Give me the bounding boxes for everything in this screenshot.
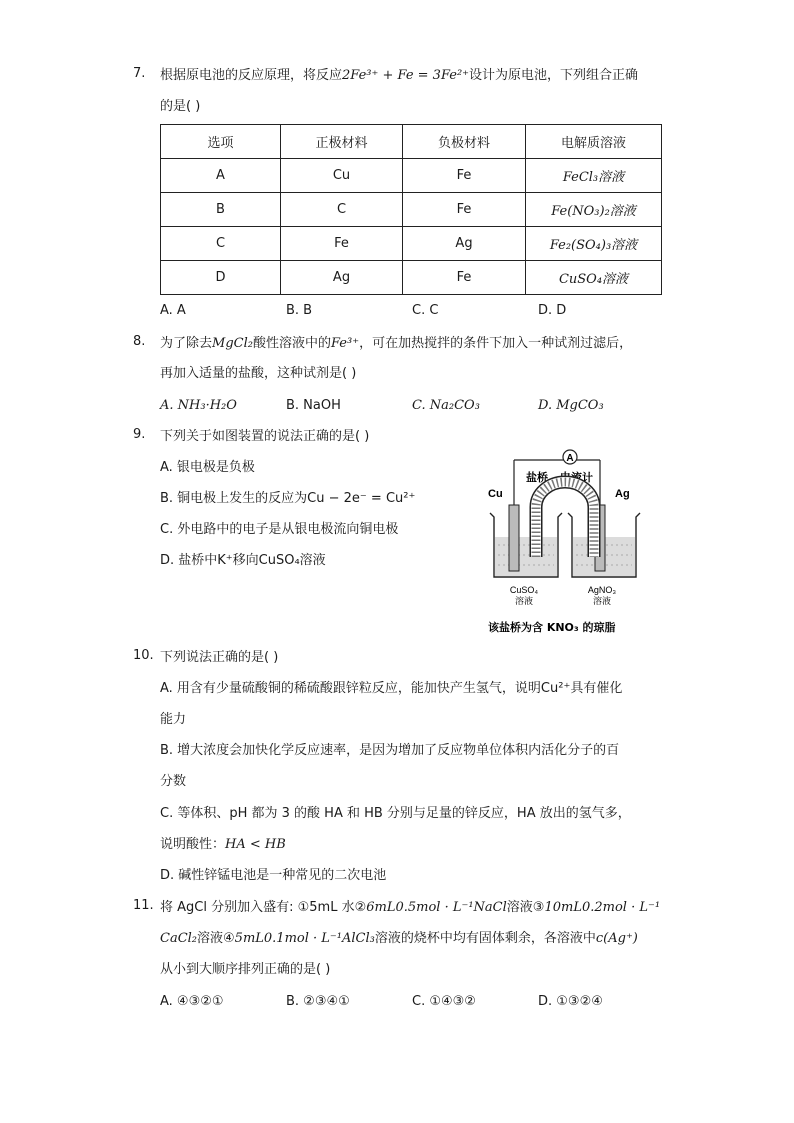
table-header-row bbox=[161, 125, 662, 159]
svg-text:CuSO₄: CuSO₄ bbox=[509, 585, 539, 595]
question-number: 7. bbox=[133, 66, 146, 81]
option-b[interactable]: B. NaOH bbox=[286, 398, 341, 413]
svg-text:Ag: Ag bbox=[615, 488, 630, 500]
table-cell: Fe bbox=[403, 159, 526, 193]
table-cell: Fe bbox=[403, 261, 526, 295]
cuso4-solution bbox=[495, 537, 557, 576]
table-header: 电解质溶液 bbox=[526, 125, 662, 159]
table-cell: CuSO₄溶液 bbox=[526, 261, 662, 295]
table-cell: Cu bbox=[281, 159, 403, 193]
question-stem-line-1: 将 AgCl 分别加入盛有: ①5mL 水②6mL0.5mol · L⁻¹NaCl溶液③10mL0.2mol · L⁻¹ bbox=[160, 900, 661, 915]
svg-text:A: A bbox=[566, 453, 574, 464]
option-d[interactable]: D. 碱性锌锰电池是一种常见的二次电池 bbox=[160, 868, 387, 883]
option-d[interactable]: D. 盐桥中K⁺移向CuSO₄溶液 bbox=[160, 553, 326, 568]
question-stem: 下列说法正确的是( ) bbox=[160, 650, 279, 665]
question-number: 8. bbox=[133, 334, 146, 349]
table-header: 负极材料 bbox=[403, 125, 526, 159]
option-a[interactable]: A. A bbox=[160, 303, 186, 318]
table-cell: B bbox=[161, 193, 281, 227]
table-cell: C bbox=[161, 227, 281, 261]
svg-text:盐桥: 盐桥 bbox=[526, 471, 548, 484]
equation: 2Fe³⁺ + Fe = 3Fe²⁺ bbox=[342, 68, 470, 83]
question-stem-line-3: 从小到大顺序排列正确的是( ) bbox=[160, 962, 331, 977]
table-cell: Fe bbox=[281, 227, 403, 261]
options-table bbox=[160, 124, 662, 295]
question-stem-line-2: 再加入适量的盐酸，这种试剂是( ) bbox=[160, 366, 357, 381]
table-cell: Fe₂(SO₄)₃溶液 bbox=[526, 227, 662, 261]
table-cell: Fe bbox=[403, 193, 526, 227]
table-cell: Ag bbox=[403, 227, 526, 261]
option-b[interactable]: B. ②③④① bbox=[286, 994, 350, 1009]
option-a[interactable]: A. ④③②① bbox=[160, 994, 224, 1009]
table-header: 选项 bbox=[161, 125, 281, 159]
table-cell: Fe(NO₃)₂溶液 bbox=[526, 193, 662, 227]
question-stem-line-2: 的是( ) bbox=[160, 99, 201, 114]
question-stem: 下列关于如图装置的说法正确的是( ) bbox=[160, 429, 370, 444]
table-cell: Ag bbox=[281, 261, 403, 295]
svg-text:溶液: 溶液 bbox=[514, 597, 534, 607]
option-c[interactable]: C. Na₂CO₃ bbox=[412, 398, 480, 413]
table-cell: FeCl₃溶液 bbox=[526, 159, 662, 193]
option-d[interactable]: D. D bbox=[538, 303, 567, 318]
table-cell: A bbox=[161, 159, 281, 193]
option-a[interactable]: A. NH₃·H₂O bbox=[160, 398, 237, 413]
option-c[interactable]: C. 等体积、pH 都为 3 的酸 HA 和 HB 分别与足量的锌反应，HA 放出的氢气多， bbox=[160, 806, 631, 821]
question-number: 11. bbox=[133, 898, 154, 913]
option-c[interactable]: C. ①④③② bbox=[412, 994, 476, 1009]
galvanic-cell-figure bbox=[480, 445, 650, 640]
svg-text:溶液: 溶液 bbox=[592, 597, 612, 607]
option-b[interactable]: B. B bbox=[286, 303, 313, 318]
option-b[interactable]: B. 铜电极上发生的反应为Cu − 2e⁻ = Cu²⁺ bbox=[160, 491, 416, 506]
table-row bbox=[161, 159, 662, 193]
question-stem-line-1: 为了除去MgCl₂酸性溶液中的Fe³⁺，可在加热搅拌的条件下加入一种试剂过滤后， bbox=[160, 336, 633, 351]
figure-caption: 该盐桥为含 KNO₃ 的琼脂 bbox=[488, 621, 616, 634]
table-header: 正极材料 bbox=[281, 125, 403, 159]
svg-text:AgNO₃: AgNO₃ bbox=[587, 585, 617, 595]
table-row bbox=[161, 261, 662, 295]
table-cell: C bbox=[281, 193, 403, 227]
option-d[interactable]: D. MgCO₃ bbox=[538, 398, 604, 413]
table-row bbox=[161, 227, 662, 261]
option-c[interactable]: C. 外电路中的电子是从银电极流向铜电极 bbox=[160, 522, 399, 537]
option-b[interactable]: B. 增大浓度会加快化学反应速率，是因为增加了反应物单位体积内活化分子的百 bbox=[160, 743, 620, 758]
question-number: 10. bbox=[133, 648, 154, 663]
option-b-continued: 分数 bbox=[160, 774, 187, 789]
option-d[interactable]: D. ①③②④ bbox=[538, 994, 603, 1009]
cu-electrode bbox=[509, 505, 519, 571]
table-row bbox=[161, 193, 662, 227]
option-a[interactable]: A. 用含有少量硫酸铜的稀硫酸跟锌粒反应，能加快产生氢气，说明Cu²⁺具有催化 bbox=[160, 681, 623, 696]
option-a-continued: 能力 bbox=[160, 712, 187, 727]
table-cell: D bbox=[161, 261, 281, 295]
svg-text:Cu: Cu bbox=[488, 488, 503, 500]
question-number: 9. bbox=[133, 427, 146, 442]
option-c[interactable]: C. C bbox=[412, 303, 439, 318]
svg-text:电流计: 电流计 bbox=[560, 471, 593, 484]
question-stem-line-1: 根据原电池的反应原理，将反应2Fe³⁺ + Fe = 3Fe²⁺设计为原电池，下列组合正确 bbox=[160, 68, 639, 83]
option-c-continued: 说明酸性：HA < HB bbox=[160, 837, 286, 852]
question-stem-line-2: CaCl₂溶液④5mL0.1mol · L⁻¹AlCl₃溶液的烧杯中均有固体剩余，各溶液中c(Ag⁺) bbox=[160, 931, 638, 946]
option-a[interactable]: A. 银电极是负极 bbox=[160, 460, 255, 475]
